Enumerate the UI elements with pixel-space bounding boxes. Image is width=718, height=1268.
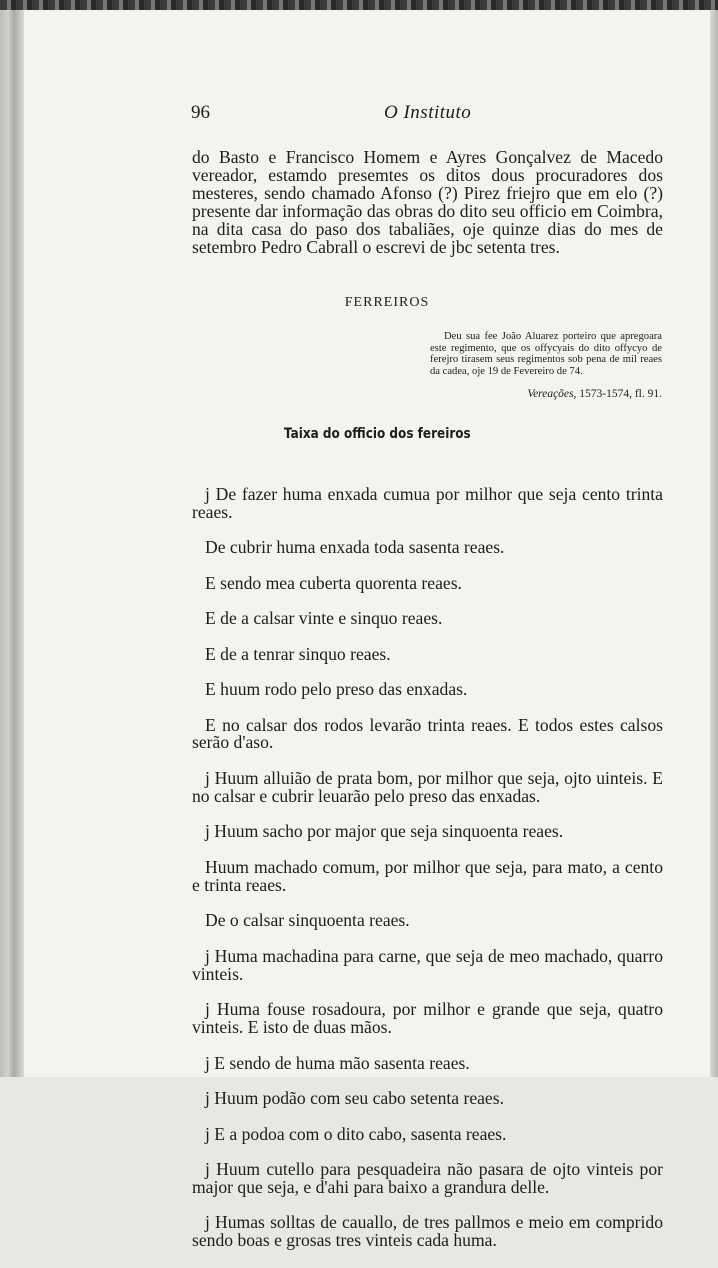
list-item: j Huum podão com seu cabo setenta reaes.	[205, 1088, 504, 1109]
source-citation	[404, 388, 662, 400]
source-title: Vereações,	[527, 388, 577, 400]
list-item: E de a calsar vinte e sinquo reaes.	[205, 608, 443, 628]
list-item: j Huma fouse rosadoura, por milhor e grande que seja, quatro vinteis. E isto de duas mãos.	[192, 999, 663, 1038]
intro-text: do Basto e Francisco Homem e Ayres Gonçalvez de Macedo vereador, estamdo presemtes os ditos dous procuradores dos mesteres, sendo chamado Afonso (?) Pirez friejro que em elo (?) presente dar informação das obras do dito seu officio em Coimbra, na dita casa do paso dos tabaliães, oje quinze dias do mes de setembro Pedro Cabrall o escrevi de jbc setenta tres.	[192, 147, 663, 257]
book-page	[24, 10, 710, 1251]
list-item: j E sendo de huma mão sasenta reaes.	[205, 1052, 470, 1073]
tax-list	[192, 468, 663, 1268]
note-text: Deu sua fee João Aluarez porteiro que apregoara este regimento, que os offycyais do dito offycyo de ferejro tirasem seus regimentos sob pena de mil reaes da cadea, oje 19 de Fevereiro de 74.	[430, 331, 662, 377]
page-right-edge	[710, 10, 718, 1077]
regiment-note	[430, 331, 662, 377]
list-item: E no calsar dos rodos levarão trinta reaes. E todos estes calsos serão d'aso.	[192, 714, 663, 753]
list-item: j Huma machadina para carne, que seja de meo machado, quarro vinteis.	[192, 945, 663, 984]
list-item: E sendo mea cuberta quorenta reaes.	[205, 572, 462, 593]
list-item: j Huum sacho por major que seja sinquoenta reaes.	[205, 821, 564, 842]
list-item: Huum machado comum, por milhor que seja, para mato, a cento e trinta reaes.	[192, 856, 663, 895]
list-item: j Huum alluião de prata bom, por milhor que seja, ojto uinteis. E no calsar e cubrir leuarão pelo preso das enxadas.	[192, 767, 663, 806]
list-item: j Huum cutello para pesquadeira não pasara de ojto vinteis por major que seja, e d'ahi para baixo a grandura delle.	[192, 1159, 663, 1197]
page-header	[24, 102, 710, 132]
section-heading: FERREIROS	[344, 295, 430, 310]
list-item: E huum rodo pelo preso das enxadas.	[205, 679, 468, 699]
running-title: O Instituto	[384, 102, 472, 123]
intro-paragraph	[192, 149, 663, 256]
book-binding-edge	[0, 10, 24, 1077]
tax-title: Taixa do officio dos fereiros	[283, 426, 471, 442]
list-item: j De fazer huma enxada cumua por milhor que seja cento trinta reaes.	[192, 483, 663, 522]
list-item: j E a podoa com o dito cabo, sasenta reaes.	[205, 1123, 507, 1144]
list-item: E de a tenrar sinquo reaes.	[205, 643, 391, 664]
source-reference: 1573-1574, fl. 91.	[579, 388, 662, 400]
list-item: De o calsar sinquoenta reaes.	[205, 910, 410, 931]
list-item: De cubrir huma enxada toda sasenta reaes.	[205, 537, 505, 557]
page-number: 96	[191, 102, 210, 123]
list-item: j Humas solltas de cauallo, de tres pallmos e meio em comprido sendo boas e grosas tres vinteis cada huma.	[192, 1212, 663, 1251]
